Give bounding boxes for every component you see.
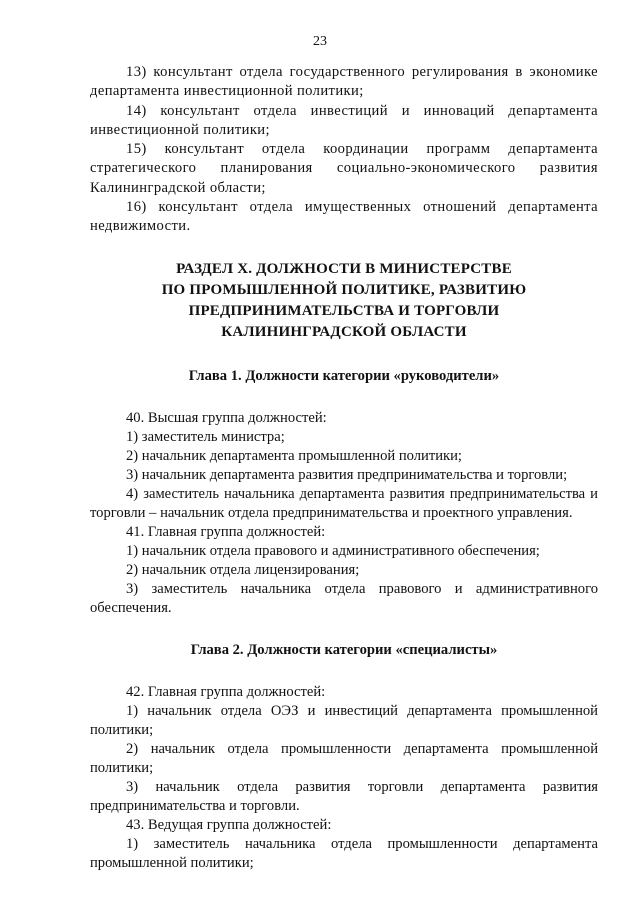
list-item: 41. Главная группа должностей: bbox=[126, 523, 326, 540]
list-item: 2) начальник отдела лицензирования; bbox=[126, 561, 360, 578]
chapter-2-list bbox=[90, 683, 598, 873]
intro-list bbox=[90, 63, 598, 237]
list-item: 3) начальник департамента развития предпринимательства и торговли; bbox=[126, 466, 568, 483]
section-heading bbox=[90, 259, 598, 343]
list-item: 1) заместитель министра; bbox=[126, 428, 285, 445]
list-item: 43. Ведущая группа должностей: bbox=[126, 816, 332, 833]
list-item: 14) консультант отдела инвестиций и инноваций департамента инвестиционной политики; bbox=[90, 102, 598, 138]
list-item: 13) консультант отдела государственного регулирования в экономике департамента инвестиционной политики; bbox=[90, 64, 598, 100]
chapter-1-list bbox=[90, 409, 598, 618]
document-body bbox=[90, 63, 598, 873]
chapter-2-title: Глава 2. Должности категории «специалисты» bbox=[190, 641, 498, 658]
chapter-1-title: Глава 1. Должности категории «руководители» bbox=[188, 367, 500, 384]
page-number: 23 bbox=[313, 34, 327, 49]
list-item: 16) консультант отдела имущественных отношений департамента недвижимости. bbox=[90, 199, 598, 235]
list-item: 3) заместитель начальника отдела правового и административного обеспечения. bbox=[90, 580, 598, 616]
section-title-line: ПО ПРОМЫШЛЕННОЙ ПОЛИТИКЕ, РАЗВИТИЮ bbox=[161, 281, 527, 298]
list-item: 2) начальник департамента промышленной политики; bbox=[126, 447, 462, 464]
list-item: 1) заместитель начальника отдела промышленности департамента промышленной политики; bbox=[90, 835, 598, 871]
list-item: 1) начальник отдела правового и административного обеспечения; bbox=[126, 542, 540, 559]
list-item: 2) начальник отдела промышленности департамента промышленной политики; bbox=[90, 740, 598, 776]
list-item: 1) начальник отдела ОЭЗ и инвестиций департамента промышленной политики; bbox=[90, 702, 598, 738]
section-title-line: РАЗДЕЛ X. ДОЛЖНОСТИ В МИНИСТЕРСТВЕ bbox=[176, 260, 512, 277]
list-item: 42. Главная группа должностей: bbox=[126, 683, 326, 700]
list-item: 3) начальник отдела развития торговли департамента развития предпринимательства и торговли. bbox=[90, 778, 598, 814]
section-title-line: ПРЕДПРИНИМАТЕЛЬСТВА И ТОРГОВЛИ bbox=[188, 302, 500, 319]
list-item: 4) заместитель начальника департамента развития предпринимательства и торговли – начальник отдела предпринимательства и проектного управления. bbox=[90, 485, 598, 521]
section-title-line: КАЛИНИНГРАДСКОЙ ОБЛАСТИ bbox=[221, 323, 467, 340]
list-item: 40. Высшая группа должностей: bbox=[126, 409, 327, 426]
list-item: 15) консультант отдела координации программ департамента стратегического планирования социально-экономического развития Калининградской области; bbox=[90, 141, 598, 196]
